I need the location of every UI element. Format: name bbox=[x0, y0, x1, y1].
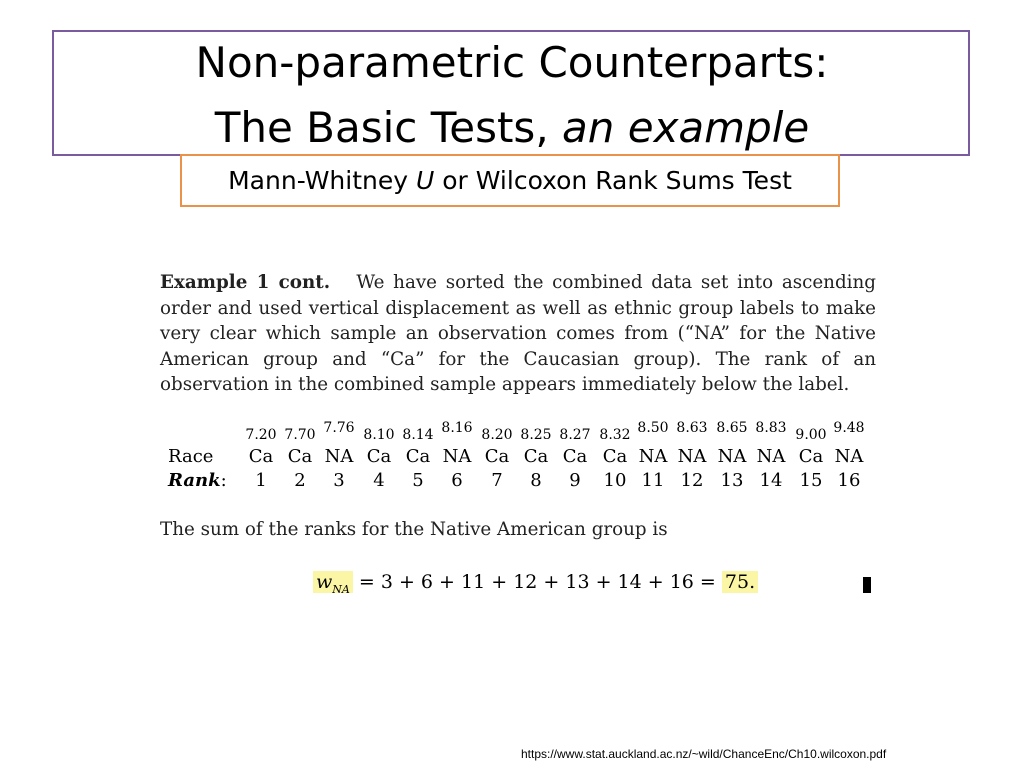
observation-value: 8.20 bbox=[481, 427, 513, 443]
observation-value: 7.20 bbox=[245, 427, 277, 443]
race-label: Ca bbox=[484, 446, 510, 467]
rank-value: 9 bbox=[569, 470, 581, 491]
rank-value: 6 bbox=[451, 470, 463, 491]
observation-value: 8.65 bbox=[716, 420, 748, 436]
rank-sum-formula bbox=[313, 566, 758, 598]
rank-table-column bbox=[437, 418, 477, 498]
rank-table-column bbox=[595, 418, 635, 498]
text-cursor bbox=[863, 577, 871, 593]
race-label: Ca bbox=[523, 446, 549, 467]
observation-value: 7.70 bbox=[284, 427, 316, 443]
race-label: NA bbox=[717, 446, 747, 467]
sum-result: 75. bbox=[722, 571, 758, 593]
race-label: NA bbox=[324, 446, 354, 467]
subtitle-italic: U bbox=[415, 166, 435, 195]
observation-value: 8.83 bbox=[755, 420, 787, 436]
w-symbol: w bbox=[316, 571, 333, 593]
rank-value: 14 bbox=[759, 470, 783, 491]
observation-value: 9.48 bbox=[833, 420, 865, 436]
rank-value: 12 bbox=[680, 470, 704, 491]
rank-table-column bbox=[359, 418, 399, 498]
observation-value: 8.25 bbox=[520, 427, 552, 443]
rank-value: 16 bbox=[837, 470, 861, 491]
race-label: Ca bbox=[562, 446, 588, 467]
rank-table-column bbox=[319, 418, 359, 498]
rank-value: 11 bbox=[641, 470, 665, 491]
subtitle-suffix: or Wilcoxon Rank Sums Test bbox=[434, 166, 792, 195]
race-row-label: Race bbox=[168, 446, 214, 467]
race-label: Ca bbox=[366, 446, 392, 467]
race-label: NA bbox=[638, 446, 668, 467]
rank-table-column bbox=[829, 418, 869, 498]
race-label: NA bbox=[442, 446, 472, 467]
race-label: NA bbox=[677, 446, 707, 467]
observation-value: 9.00 bbox=[795, 427, 827, 443]
example-body: We have sorted the combined data set into ascending order and used vertical displacement as well as ethnic group labels to make very clear which sample an observation comes from (“NA” for the Native American group and “Ca” for the Caucasian group). The rank of an observation in the combined sample appears immediately below the label. bbox=[160, 272, 876, 395]
w-na-highlight bbox=[313, 571, 353, 596]
slide-title-line-2 bbox=[0, 105, 1024, 151]
rank-label-colon: : bbox=[220, 470, 227, 491]
rank-table-column bbox=[712, 418, 752, 498]
observation-value: 8.50 bbox=[637, 420, 669, 436]
rank-table-column bbox=[633, 418, 673, 498]
rank-table-column bbox=[791, 418, 831, 498]
source-link[interactable]: https://www.stat.auckland.ac.nz/~wild/ChanceEnc/Ch10.wilcoxon.pdf bbox=[521, 747, 887, 761]
observation-value: 8.63 bbox=[676, 420, 708, 436]
subtitle-box bbox=[180, 154, 840, 207]
rank-table-column bbox=[555, 418, 595, 498]
rank-table-column bbox=[241, 418, 281, 498]
race-label: Ca bbox=[405, 446, 431, 467]
sum-sentence: The sum of the ranks for the Native American group is bbox=[160, 519, 668, 540]
rank-value: 4 bbox=[373, 470, 385, 491]
rank-label-text: Rank bbox=[168, 470, 221, 491]
race-label: Ca bbox=[287, 446, 313, 467]
rank-value: 15 bbox=[799, 470, 823, 491]
observation-value: 8.16 bbox=[441, 420, 473, 436]
sum-expression: = 3 + 6 + 11 + 12 + 13 + 14 + 16 = bbox=[352, 571, 722, 593]
race-label: NA bbox=[834, 446, 864, 467]
rank-value: 2 bbox=[294, 470, 306, 491]
rank-value: 7 bbox=[491, 470, 503, 491]
rank-table-column bbox=[280, 418, 320, 498]
rank-value: 5 bbox=[412, 470, 424, 491]
rank-row-label bbox=[168, 470, 227, 491]
observation-value: 8.27 bbox=[559, 427, 591, 443]
race-label: NA bbox=[756, 446, 786, 467]
rank-value: 13 bbox=[720, 470, 744, 491]
observation-value: 8.14 bbox=[402, 427, 434, 443]
observation-value: 7.76 bbox=[323, 420, 355, 436]
w-subscript: NA bbox=[332, 583, 350, 596]
rank-value: 3 bbox=[333, 470, 345, 491]
example-heading: Example 1 cont. bbox=[160, 272, 331, 293]
rank-table-column bbox=[751, 418, 791, 498]
rank-value: 8 bbox=[530, 470, 542, 491]
title-plain: The Basic Tests, bbox=[214, 103, 563, 152]
subtitle-prefix: Mann-Whitney bbox=[228, 166, 416, 195]
race-label: Ca bbox=[248, 446, 274, 467]
example-paragraph bbox=[160, 270, 876, 398]
title-italic: an example bbox=[562, 103, 810, 152]
observation-value: 8.32 bbox=[599, 427, 631, 443]
rank-value: 1 bbox=[255, 470, 267, 491]
rank-table-column bbox=[516, 418, 556, 498]
rank-table-column bbox=[398, 418, 438, 498]
slide-title-line-1: Non-parametric Counterparts: bbox=[195, 38, 829, 87]
rank-table bbox=[160, 418, 880, 498]
race-label: Ca bbox=[602, 446, 628, 467]
rank-table-column bbox=[477, 418, 517, 498]
observation-value: 8.10 bbox=[363, 427, 395, 443]
rank-value: 10 bbox=[603, 470, 627, 491]
rank-table-column bbox=[672, 418, 712, 498]
race-label: Ca bbox=[798, 446, 824, 467]
